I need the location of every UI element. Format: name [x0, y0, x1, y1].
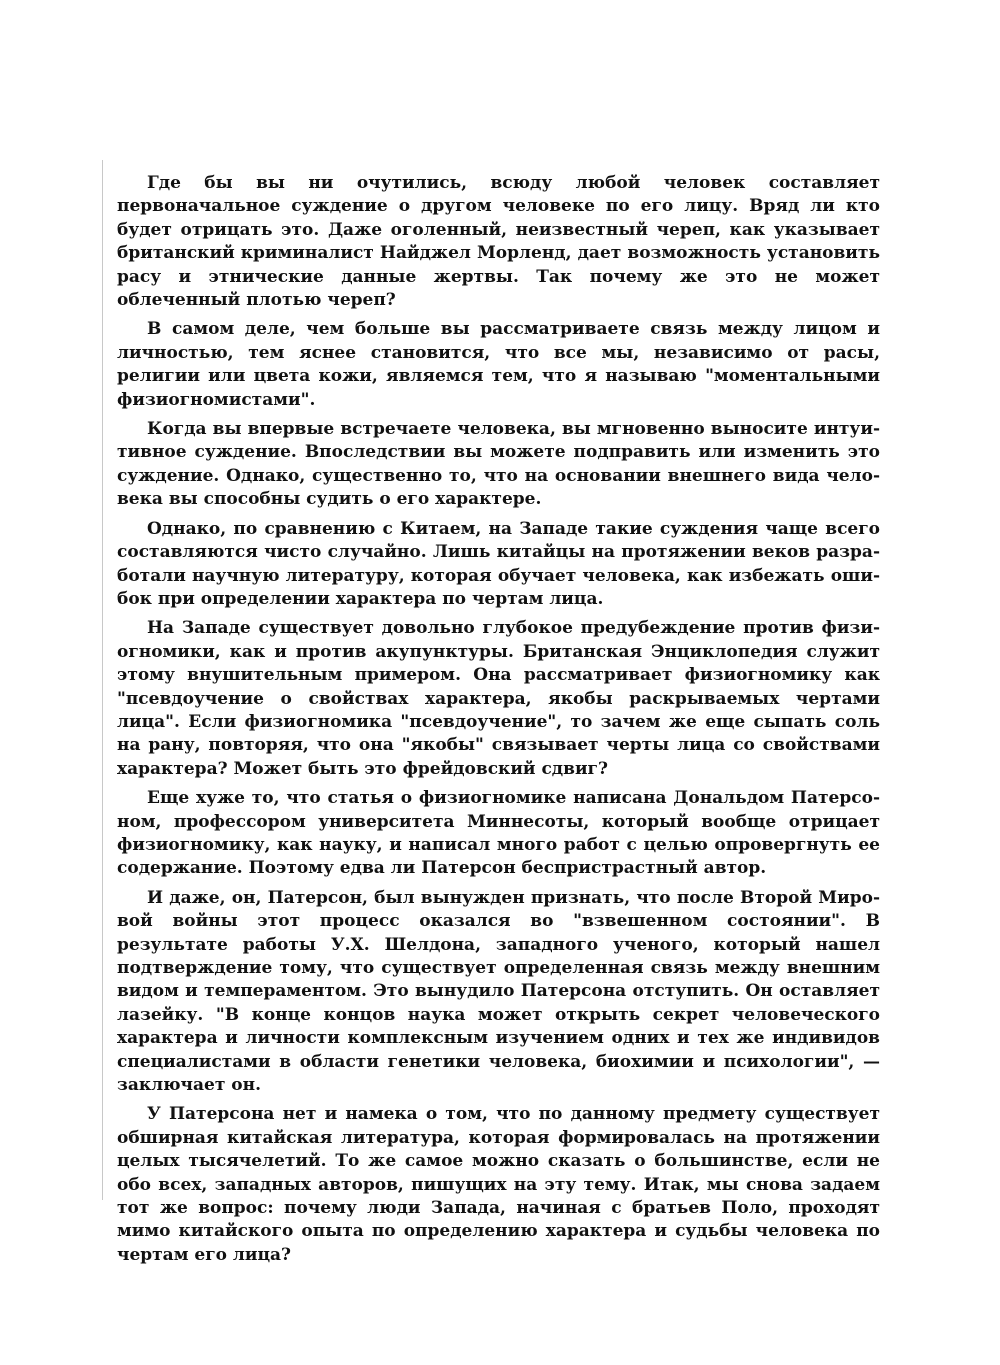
- margin-rule: [102, 160, 103, 1200]
- paragraph-7: И даже, он, Патерсон, был вынужден признать, что после Второй Мировой войны этот процесс оказался во "взвешенном состоянии". В результате работы У.Х. Шелдона, западного ученого, который нашел подтверждение тому, что существует определенная связь между внешним видом и темпераментом. Это вынудило Патерсона отступить. Он оставляет лазейку. "В конце концов наука может открыть секрет человеческого характера и личности комплексным изучением одних и тех же индивидов специалистами в области генетики человека, биохимии и психологии", — заключает он.: [117, 887, 880, 1096]
- paragraph-4: Однако, по сравнению с Китаем, на Западе такие суждения чаще всего составляются чисто случайно. Лишь китайцы на протяжении веков разработали научную литературу, которая обучает человека, как избежать ошибок при определении характера по чертам лица.: [117, 518, 880, 609]
- paragraph-8: У Патерсона нет и намека о том, что по данному предмету существует обширная китайская литература, которая формировалась на протяжении целых тысячелетий. То же самое можно сказать о большинстве, если не обо всех, западных авторов, пишущих на эту тему. Итак, мы снова задаем тот же вопрос: почему люди Запада, начиная с братьев Поло, проходят мимо китайского опыта по определению характера и судьбы человека по чертам его лица?: [117, 1104, 880, 1265]
- paragraph-3: Когда вы впервые встречаете человека, вы мгновенно выносите интуитивное суждение. Впоследствии вы можете подправить или изменить это суждение. Однако, существенно то, что на основании внешнего вида человека вы способны судить о его характере.: [117, 419, 880, 510]
- paragraph-2: В самом деле, чем больше вы рассматриваете связь между лицом и личностью, тем яснее становится, что все мы, независимо от расы, религии или цвета кожи, являемся тем, что я называю "моментальными физиогномистами".: [117, 319, 880, 410]
- paragraph-6: Еще хуже то, что статья о физиогномике написана Дональдом Патерсоном, профессором университета Миннесоты, который вообще отрицает физиогномику, как науку, и написал много работ с целью опровергнуть ее содержание. Поэтому едва ли Патерсон беспристрастный автор.: [117, 788, 880, 879]
- paragraph-1: Где бы вы ни очутились, всюду любой человек составляет первоначальное суждение о другом человеке по его лицу. Вряд ли кто будет отрицать это. Даже оголенный, неизвестный череп, как указывает британский криминалист Найджел Морленд, дает возможность установить расу и этнические данные жертвы. Так почему же это не может облеченный плотью череп?: [117, 173, 880, 311]
- paragraph-5: На Западе существует довольно глубокое предубеждение против физиогномики, как и против акупунктуры. Британская Энциклопедия служит этому внушительным примером. Она рассматривает физиогномику как "псевдоучение о свойствах характера, якобы раскрываемых чертами лица". Если физиогномика "псевдоучение", то зачем же еще сыпать соль на рану, повторяя, что она "якобы" связывает черты лица со свойствами характера? Может быть это фрейдовский сдвиг?: [117, 618, 880, 779]
- body-text: [117, 172, 880, 1267]
